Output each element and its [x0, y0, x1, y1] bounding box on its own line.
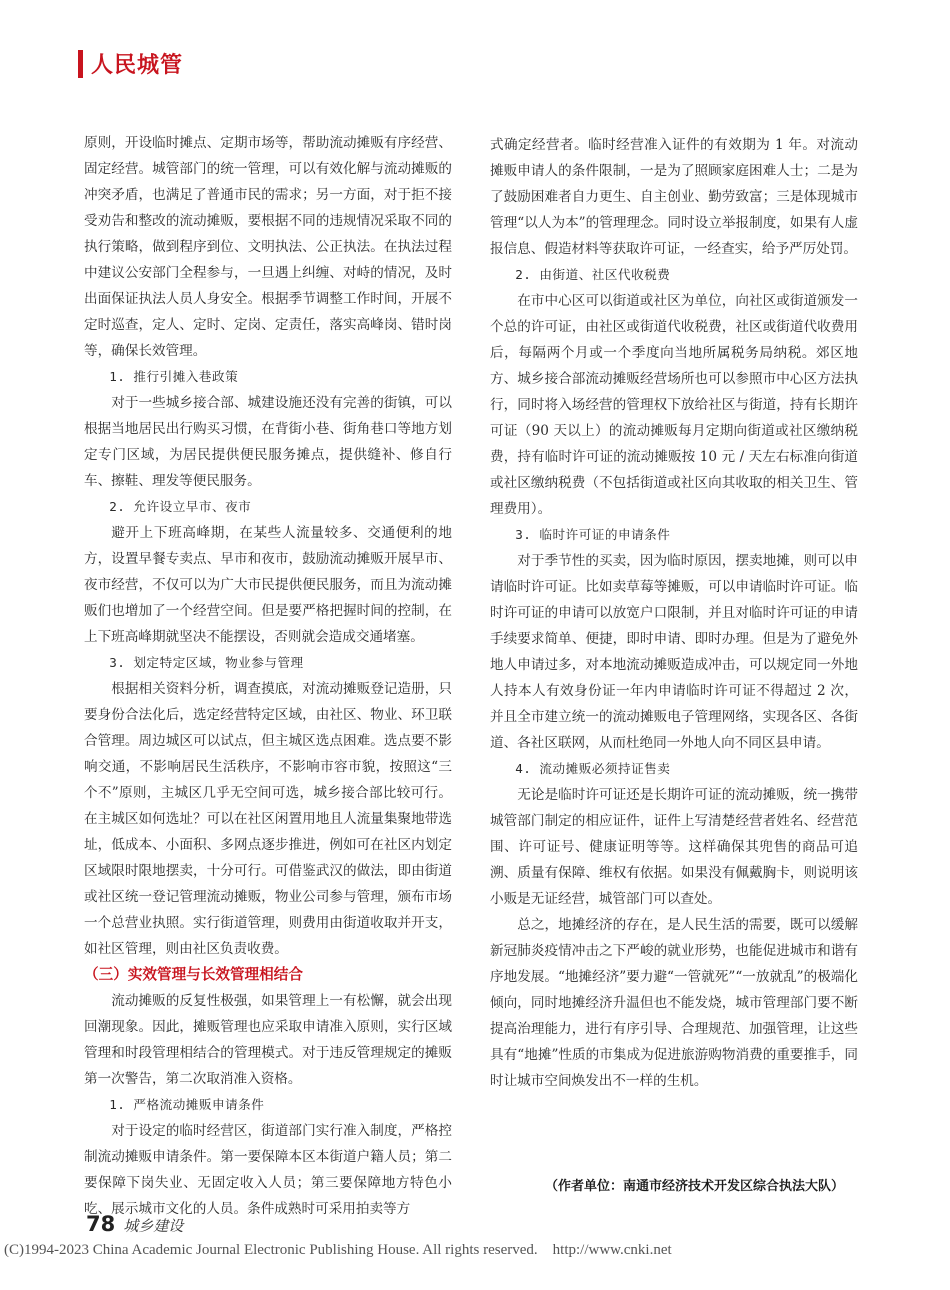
paragraph: 无论是临时许可证还是长期许可证的流动摊贩，统一携带城管部门制定的相应证件，证件上写清楚经营者姓名、经营范围、许可证号、健康证明等等。这样确保其兜售的商品可追溯、质量有保障、维权有依据。如果没有佩戴胸卡，则说明该小贩是无证经营，城管部门可以查处。	[490, 787, 858, 907]
subheading: 2. 允许设立早市、夜市	[109, 499, 252, 514]
paragraph: 避开上下班高峰期，在某些人流量较多、交通便利的地方，设置早餐专卖点、早市和夜市，鼓励流动摊贩开展早市、夜市经营，不仅可以为广大市民提供便民服务，而且为流动摊贩们也增加了一个经营空间。但是要严格把握时间的控制，在上下班高峰期就坚决不能摆设，否则就会造成交通堵塞。	[84, 525, 452, 645]
right-column	[490, 132, 858, 1094]
page-number: 78	[86, 1212, 116, 1236]
masthead-bar	[78, 50, 83, 78]
masthead-title: 人民城管	[91, 53, 184, 78]
subheading: 2. 由街道、社区代收税费	[515, 267, 671, 282]
paragraph: 对于设定的临时经营区，街道部门实行准入制度，严格控制流动摊贩申请条件。第一要保障本区本街道户籍人员；第二要保障下岗失业、无固定收入人员；第三要保障地方特色小吃、展示城市文化的人员。条件成熟时可采用拍卖等方	[84, 1123, 452, 1217]
paragraph: 根据相关资料分析，调查摸底，对流动摊贩登记造册，只要身份合法化后，选定经营特定区域，由社区、物业、环卫联合管理。周边城区可以试点，但主城区选点困难。选点要不影响交通，不影响居民生活秩序，不影响市容市貌，按照这“三个不”原则，主城区几乎无空间可选，城乡接合部比较可行。在主城区如何选址？可以在社区闲置用地且人流量集聚地带选址，低成本、小面积、多网点逐步推进，例如可在社区内划定区域限时限地摆卖，十分可行。可借鉴武汉的做法，即由街道或社区统一登记管理流动摊贩，物业公司参与管理，颁布市场一个总营业执照。实行街道管理，则费用由街道收取并开支，如社区管理，则由社区负责收费。	[84, 681, 452, 957]
subheading: 3. 临时许可证的申请条件	[515, 527, 671, 542]
paragraph: 式确定经营者。临时经营准入证件的有效期为 1 年。对流动摊贩申请人的条件限制，一是为了照顾家庭困难人士；二是为了鼓励困难者自力更生、自主创业、勤劳致富；三是体现城市管理“以人为本”的管理理念。同时设立举报制度，如果有人虚报信息、假造材料等获取许可证，一经查实，给予严厉处罚。	[490, 137, 858, 257]
subheading: 3. 划定特定区域，物业参与管理	[109, 655, 304, 670]
subheading: 1. 严格流动摊贩申请条件	[109, 1097, 265, 1112]
paragraph: 总之，地摊经济的存在，是人民生活的需要，既可以缓解新冠肺炎疫情冲击之下严峻的就业形势，也能促进城市和谐有序地发展。“地摊经济”要力避“一管就死”“一放就乱”的极端化倾向，同时地摊经济升温但也不能发烧，城市管理部门要不断提高治理能力，进行有序引导、合理规范、加强管理，让这些具有“地摊”性质的市集成为促进旅游购物消费的重要推手，同时让城市空间焕发出不一样的生机。	[490, 917, 858, 1089]
paragraph: 流动摊贩的反复性极强，如果管理上一有松懈，就会出现回潮现象。因此，摊贩管理也应采取申请准入原则，实行区域管理和时段管理相结合的管理模式。对于违反管理规定的摊贩第一次警告，第二次取消准入资格。	[84, 993, 452, 1087]
copyright-line: (C)1994-2023 China Academic Journal Electronic Publishing House. All rights reserved. http://www.cnki.net	[4, 1242, 672, 1258]
left-column	[84, 130, 452, 1222]
magazine-name: 城乡建设	[123, 1217, 184, 1235]
subheading: 4. 流动摊贩必须持证售卖	[515, 761, 671, 776]
paragraph: 在市中心区可以街道或社区为单位，向社区或街道颁发一个总的许可证，由社区或街道代收税费，社区或街道代收费用后，每隔两个月或一个季度向当地所属税务局纳税。郊区地方、城乡接合部流动摊贩经营场所也可以参照市中心区方法执行，同时将入场经营的管理权下放给社区与街道，持有长期许可证（90 天以上）的流动摊贩每月定期向街道或社区缴纳税费，持有临时许可证的流动摊贩按 10 元 / 天左右标准向街道或社区缴纳税费（不包括街道或社区向其收取的相关卫生、管理费用）。	[490, 293, 858, 517]
masthead	[78, 48, 183, 79]
paragraph: 对于季节性的买卖，因为临时原因，摆卖地摊，则可以申请临时许可证。比如卖草莓等摊贩，可以申请临时许可证。临时许可证的申请可以放宽户口限制，并且对临时许可证的申请手续要求简单、便捷，即时申请、即时办理。但是为了避免外地人申请过多，对本地流动摊贩造成冲击，可以规定同一外地人持本人有效身份证一年内申请临时许可证不得超过 2 次，并且全市建立统一的流动摊贩电子管理网络，实现各区、各街道、各社区联网，从而杜绝同一外地人向不同区县申请。	[490, 553, 858, 751]
paragraph: 对于一些城乡接合部、城建设施还没有完善的街镇，可以根据当地居民出行购买习惯，在背街小巷、街角巷口等地方划定专门区域，为居民提供便民服务摊点，提供缝补、修自行车、擦鞋、理发等便民服务。	[84, 395, 452, 489]
author-affiliation: （作者单位：南通市经济技术开发区综合执法大队）	[545, 1179, 845, 1194]
page-footer	[86, 1212, 183, 1236]
paragraph: 原则，开设临时摊点、定期市场等，帮助流动摊贩有序经营、固定经营。城管部门的统一管理，可以有效化解与流动摊贩的冲突矛盾，也满足了普通市民的需求；另一方面，对于拒不接受劝告和整改的流动摊贩，要根据不同的违规情况采取不同的执行策略，做到程序到位、文明执法、公正执法。在执法过程中建议公安部门全程参与，一旦遇上纠缠、对峙的情况，及时出面保证执法人员人身安全。根据季节调整工作时间，开展不定时巡查，定人、定时、定岗、定责任，落实高峰岗、错时岗等，确保长效管理。	[84, 135, 452, 359]
subheading: 1. 推行引摊入巷政策	[109, 369, 239, 384]
section-heading: （三）实效管理与长效管理相结合	[84, 966, 303, 983]
